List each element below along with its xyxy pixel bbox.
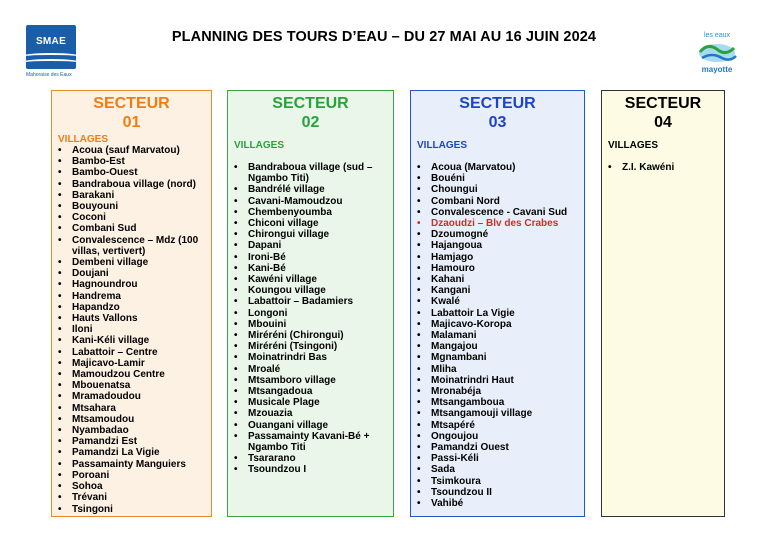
village-list-item: • Z.I. Kawéni bbox=[606, 162, 720, 173]
village-list-item: • Hamouro bbox=[415, 263, 580, 274]
village-list-item: • Dzaoudzi – Blv des Crabes bbox=[415, 218, 580, 229]
village-list-item: • Dembeni village bbox=[56, 257, 207, 268]
village-list-item: • Trévani bbox=[56, 492, 207, 503]
village-list-item: • Coconi bbox=[56, 212, 207, 223]
village-list-item: • Poroani bbox=[56, 470, 207, 481]
village-list-item: • Hagnoundrou bbox=[56, 279, 207, 290]
village-list-item: • Cavani-Mamoudzou bbox=[232, 196, 389, 207]
village-list-item: • Musicale Plage bbox=[232, 397, 389, 408]
sector-03-panel bbox=[410, 90, 585, 517]
village-list-item: • Tsimkoura bbox=[415, 476, 580, 487]
village-list-item: • Mzouazia bbox=[232, 408, 389, 419]
village-list-item: • Kangani bbox=[415, 285, 580, 296]
village-list-item: • Mroalé bbox=[232, 364, 389, 375]
village-list-item: • Hapandzo bbox=[56, 302, 207, 313]
village-list-item: • Pamandzi Ouest bbox=[415, 442, 580, 453]
sector-04-villages-label: VILLAGES bbox=[608, 140, 659, 151]
village-list-item: • Mramadoudou bbox=[56, 391, 207, 402]
village-list-item: • Doujani bbox=[56, 268, 207, 279]
village-list-item: • Mtsangamboua bbox=[415, 397, 580, 408]
svg-text:les eaux: les eaux bbox=[703, 32, 731, 39]
village-list-item: • Chembenyoumba bbox=[232, 207, 389, 218]
village-list-item: • Mliha bbox=[415, 364, 580, 375]
village-list-item: • Mtsangadoua bbox=[232, 386, 389, 397]
village-list-item: • Dzoumogné bbox=[415, 229, 580, 240]
village-list-item: • Bouyouni bbox=[56, 201, 207, 212]
sector-02-village-list bbox=[232, 162, 389, 476]
village-list-item: • Labattoir La Vigie bbox=[415, 308, 580, 319]
village-list-item: • Ironi-Bé bbox=[232, 252, 389, 263]
sector-04-panel bbox=[601, 90, 725, 517]
sector-04-village-list bbox=[606, 162, 720, 173]
sector-01-villages-label: VILLAGES bbox=[58, 134, 109, 145]
village-list-item: • Koungou village bbox=[232, 285, 389, 296]
village-list-item: • Bambo-Ouest bbox=[56, 167, 207, 178]
village-list-item: • Iloni bbox=[56, 324, 207, 335]
village-list-item: • Bandrélé village bbox=[232, 184, 389, 195]
village-list-item: • Bandraboua village (sud – Ngambo Titi) bbox=[232, 162, 389, 184]
village-list-item: • Hauts Vallons bbox=[56, 313, 207, 324]
village-list-item: • Kawéni village bbox=[232, 274, 389, 285]
village-list-item: • Nyambadao bbox=[56, 425, 207, 436]
village-list-item: • Choungui bbox=[415, 184, 580, 195]
village-list-item: • Mangajou bbox=[415, 341, 580, 352]
village-list-item: • Mbouini bbox=[232, 319, 389, 330]
sector-03-villages-label: VILLAGES bbox=[417, 140, 468, 151]
village-list-item: • Tsoundzou II bbox=[415, 487, 580, 498]
village-list-item: • Sada bbox=[415, 464, 580, 475]
sector-02-panel bbox=[227, 90, 394, 517]
village-list-item: • Passamainty Kavani-Bé + Ngambo Titi bbox=[232, 431, 389, 453]
village-list-item: • Tsoundzou I bbox=[232, 464, 389, 475]
village-list-item: • Ouangani village bbox=[232, 420, 389, 431]
village-list-item: • Barakani bbox=[56, 190, 207, 201]
village-list-item: • Mgnambani bbox=[415, 352, 580, 363]
village-list-item: • Mronabéja bbox=[415, 386, 580, 397]
village-list-item: • Labattoir – Badamiers bbox=[232, 296, 389, 307]
village-list-item: • Kahani bbox=[415, 274, 580, 285]
village-list-item: • Combani Sud bbox=[56, 223, 207, 234]
village-list-item: • Miréréni (Tsingoni) bbox=[232, 341, 389, 352]
village-list-item: • Ongoujou bbox=[415, 431, 580, 442]
village-list-item: • Mtsamboro village bbox=[232, 375, 389, 386]
sector-03-title: SECTEUR 03 bbox=[459, 95, 536, 131]
sector-03-village-list bbox=[415, 162, 580, 509]
village-list-item: • Convalescence - Cavani Sud bbox=[415, 207, 580, 218]
village-list-item: • Pamandzi Est bbox=[56, 436, 207, 447]
sector-01-title: SECTEUR 01 bbox=[93, 95, 170, 131]
village-list-item: • Hamjago bbox=[415, 252, 580, 263]
village-list-item: • Chirongui village bbox=[232, 229, 389, 240]
village-list-item: • Pamandzi La Vigie bbox=[56, 447, 207, 458]
village-list-item: • Miréréni (Chirongui) bbox=[232, 330, 389, 341]
svg-text:mayotte: mayotte bbox=[701, 65, 733, 74]
page-title: PLANNING DES TOURS D’EAU – DU 27 MAI AU 16 JUIN 2024 bbox=[171, 29, 597, 45]
village-list-item: • Mbouenatsa bbox=[56, 380, 207, 391]
village-list-item: • Tsingoni bbox=[56, 504, 207, 515]
village-list-item: • Longoni bbox=[232, 308, 389, 319]
smae-logo-text: SMAE bbox=[35, 36, 67, 47]
sector-01-panel bbox=[51, 90, 212, 517]
village-list-item: • Mtsangamouji village bbox=[415, 408, 580, 419]
village-list-item: • Passamainty Manguiers bbox=[56, 459, 207, 470]
village-list-item: • Bouéni bbox=[415, 173, 580, 184]
sector-01-village-list bbox=[56, 145, 207, 515]
village-list-item: • Tsararano bbox=[232, 453, 389, 464]
village-list-item: • Mtsahara bbox=[56, 403, 207, 414]
village-list-item: • Acoua (Marvatou) bbox=[415, 162, 580, 173]
village-list-item: • Bambo-Est bbox=[56, 156, 207, 167]
village-list-item: • Handrema bbox=[56, 291, 207, 302]
village-list-item: • Combani Nord bbox=[415, 196, 580, 207]
village-list-item: • Convalescence – Mdz (100 villas, vertivert) bbox=[56, 235, 207, 257]
village-list-item: • Mamoudzou Centre bbox=[56, 369, 207, 380]
village-list-item: • Passi-Kéli bbox=[415, 453, 580, 464]
village-list-item: • Vahibé bbox=[415, 498, 580, 509]
village-list-item: • Moinatrindri Bas bbox=[232, 352, 389, 363]
eaux-de-mayotte-logo bbox=[690, 28, 744, 76]
village-list-item: • Mtsapéré bbox=[415, 420, 580, 431]
village-list-item: • Kani-Bé bbox=[232, 263, 389, 274]
village-list-item: • Majicavo-Lamir bbox=[56, 358, 207, 369]
village-list-item: • Majicavo-Koropa bbox=[415, 319, 580, 330]
village-list-item: • Labattoir – Centre bbox=[56, 347, 207, 358]
sector-02-villages-label: VILLAGES bbox=[234, 140, 285, 151]
village-list-item: • Mtsamoudou bbox=[56, 414, 207, 425]
village-list-item: • Malamani bbox=[415, 330, 580, 341]
smae-logo-caption: Mahoraise des Eaux bbox=[26, 72, 72, 78]
village-list-item: • Kani-Kéli village bbox=[56, 335, 207, 346]
village-list-item: • Sohoa bbox=[56, 481, 207, 492]
village-list-item: • Kwalé bbox=[415, 296, 580, 307]
village-list-item: • Chiconi village bbox=[232, 218, 389, 229]
village-list-item: • Acoua (sauf Marvatou) bbox=[56, 145, 207, 156]
sector-04-title: SECTEUR 04 bbox=[624, 95, 702, 131]
village-list-item: • Dapani bbox=[232, 240, 389, 251]
village-list-item: • Moinatrindri Haut bbox=[415, 375, 580, 386]
village-list-item: • Hajangoua bbox=[415, 240, 580, 251]
village-list-item: • Bandraboua village (nord) bbox=[56, 179, 207, 190]
sector-02-title: SECTEUR 02 bbox=[272, 95, 349, 131]
